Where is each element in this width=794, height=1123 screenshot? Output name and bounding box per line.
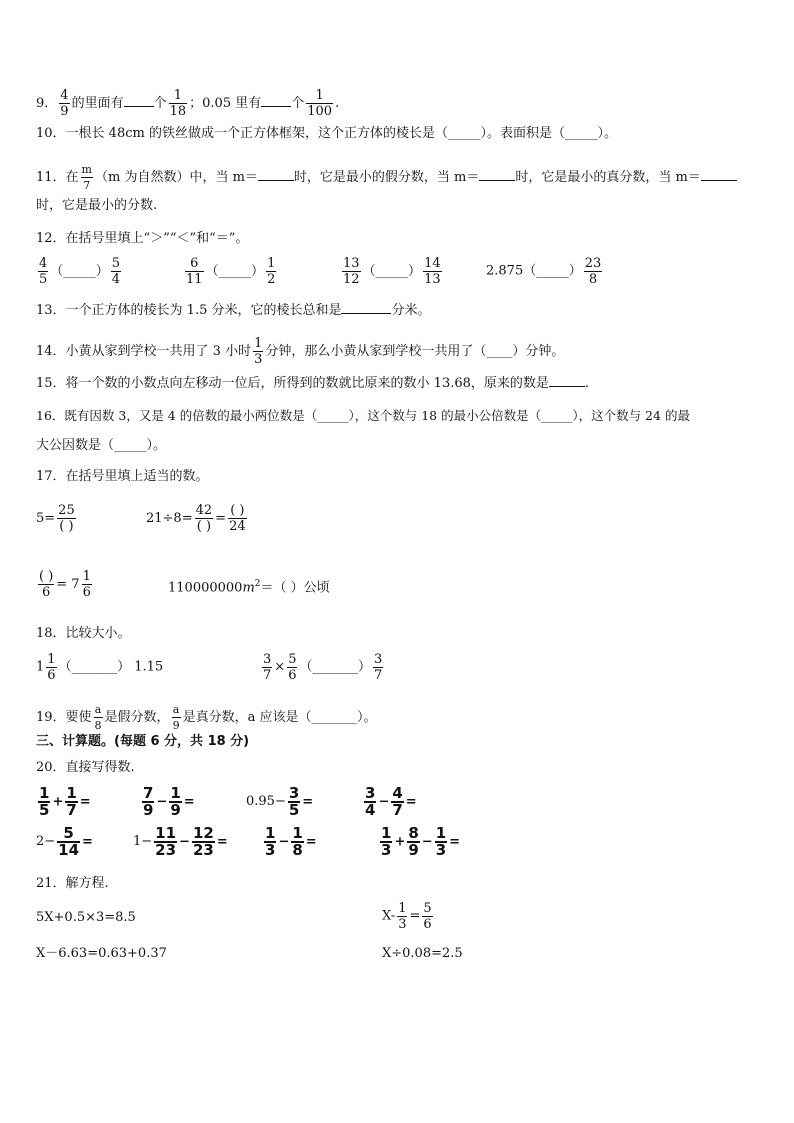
fraction: $\frac{m}{7}$ <box>81 163 92 192</box>
q17-a: 5= $\frac{25}{( )}$ <box>36 503 75 534</box>
question-10: 10．一根长 48cm 的铁丝做成一个正方体框架，这个正方体的棱长是（_____）。表面积是（_____）。 <box>36 126 617 141</box>
q17-d: $110000000m^2=$（ ）公顷 <box>168 579 330 596</box>
fraction: $\frac{1}{100}$ <box>307 88 333 119</box>
q20-r2-a: 2− $\frac{5}{14}$ = <box>36 824 93 859</box>
answer-blank[interactable] <box>701 180 737 181</box>
section-3-title: 三、计算题。(每题 6 分，共 18 分) <box>36 734 250 749</box>
equation-3: X－6.63=0.63+0.37 <box>36 946 167 961</box>
q9-number: 9． <box>36 96 58 111</box>
answer-blank[interactable] <box>479 180 515 181</box>
question-19: 19．要使 $\frac{a}{8}$ 是假分数， $\frac{a}{9}$ 是真分数，a 应该是（_______）。 <box>36 703 377 732</box>
q20-r1-c: 0.95− $\frac{3}{5}$ = <box>246 784 314 819</box>
q18-b: $\frac{3}{7}$ × $\frac{5}{6}$ （_______） $\frac{3}{7}$ <box>263 652 383 683</box>
question-12: 12．在括号里填上“＞”“＜”和“＝”。 <box>36 231 249 246</box>
q20-r1-b: $\frac{7}{9}$ − $\frac{1}{9}$ = <box>143 784 195 819</box>
question-15: 15．将一个数的小数点向左移动一位后，所得到的数就比原来的数小 13.68，原来的数是 . <box>36 376 590 391</box>
fraction: $\frac{1}{18}$ <box>169 88 187 119</box>
q20-r1-a: $\frac{1}{5}$ + $\frac{1}{7}$ = <box>39 784 91 819</box>
q12-item-4: 2.875（_____） $\frac{23}{8}$ <box>486 256 602 287</box>
equation-2: X- $\frac{1}{3}$ = $\frac{5}{6}$ <box>382 901 432 932</box>
answer-blank[interactable] <box>549 386 585 387</box>
question-13: 13．一个正方体的棱长为 1.5 分米，它的棱长总和是 分米。 <box>36 303 431 318</box>
answer-blank[interactable] <box>258 180 294 181</box>
equation-1: 5X+0.5×3=8.5 <box>36 910 136 925</box>
question-11-cont: 时，它是最小的分数. <box>36 198 158 213</box>
question-14: 14．小黄从家到学校一共用了 3 小时 $\frac{1}{3}$ 分钟，那么小黄从家到学校一共用了（____）分钟。 <box>36 336 565 367</box>
q12-item-3: $\frac{13}{12}$ （_____） $\frac{14}{13}$ <box>343 256 441 287</box>
q20-r2-c: $\frac{1}{3}$ − $\frac{1}{8}$ = <box>265 824 317 859</box>
question-11: 11．在 $\frac{m}{7}$ （m 为自然数）中，当 m＝ 时，它是最小的假分数，当 m＝ 时，它是最小的真分数，当 m＝ <box>36 162 737 193</box>
question-21: 21．解方程. <box>36 876 109 891</box>
q18-a: 1 $\frac{1}{6}$ （_______） 1.15 <box>36 652 164 683</box>
question-20: 20．直接写得数. <box>36 760 135 775</box>
q12-item-1: $\frac{4}{5}$ （_____） $\frac{5}{4}$ <box>39 256 121 287</box>
q20-r2-d: $\frac{1}{3}$ + $\frac{8}{9}$ − $\frac{1}{3}$ = <box>381 824 461 859</box>
answer-blank[interactable] <box>261 106 291 107</box>
answer-blank[interactable] <box>341 313 391 314</box>
question-16-cont: 大公因数是（_____）。 <box>36 438 167 453</box>
q12-item-2: $\frac{6}{11}$ （_____） $\frac{1}{2}$ <box>186 256 276 287</box>
fraction: $\frac{4}{9}$ <box>60 88 69 119</box>
question-9: 9． $\frac{4}{9}$ 的里面有 个 $\frac{1}{18}$ ；0.05 里有 个 $\frac{1}{100}$ . <box>36 88 340 119</box>
q17-b: 21÷8= $\frac{42}{( )}$ = $\frac{( )}{24}$ <box>146 503 246 534</box>
question-16: 16．既有因数 3，又是 4 的倍数的最小两位数是（_____），这个数与 18 的最小公倍数是（_____），这个数与 24 的最 <box>36 408 690 423</box>
q20-r1-d: $\frac{3}{4}$ − $\frac{4}{7}$ = <box>365 784 417 819</box>
q17-c: $\frac{( )}{6}$ = 7 $\frac{1}{6}$ <box>39 569 91 600</box>
answer-blank[interactable] <box>124 106 154 107</box>
question-17: 17．在括号里填上适当的数。 <box>36 469 209 484</box>
equation-4: X÷0.08=2.5 <box>382 946 463 961</box>
q20-r2-b: 1− $\frac{11}{23}$ − $\frac{12}{23}$ = <box>133 824 228 859</box>
question-18: 18．比较大小。 <box>36 626 131 641</box>
